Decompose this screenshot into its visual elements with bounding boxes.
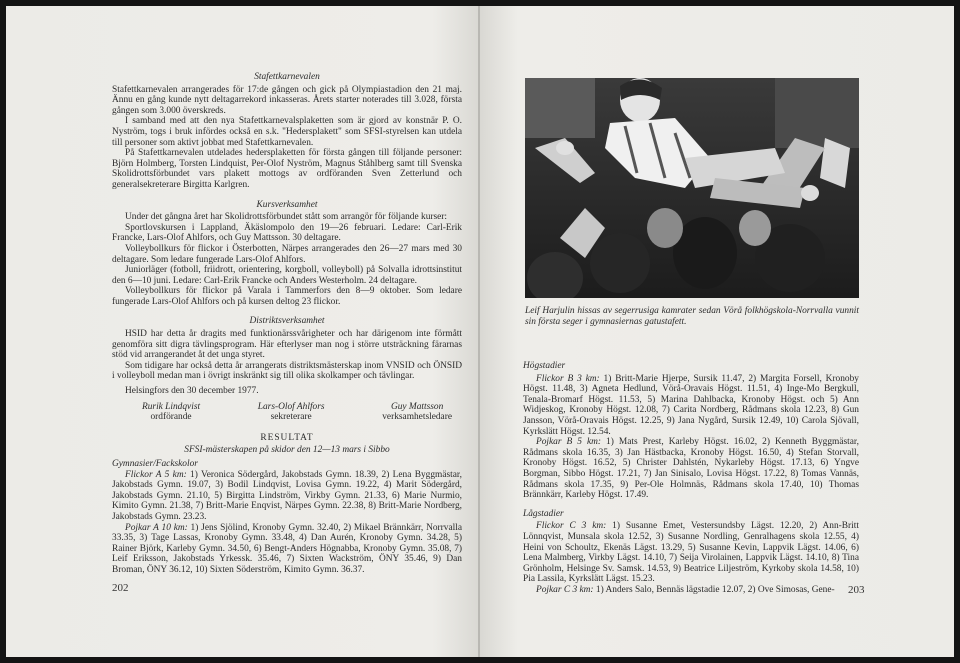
signature xyxy=(382,402,452,423)
result-text: 1) Jens Sjölind, Kronoby Gymn. 32.40, 2) Mikael Brännkärr, Norrvalla 33.35, 3) Tage Lassas, Kronoby Gymn. 33.48, 4) Dan Aurén, Kronoby Gymn. 34.28, 5) Rainer Björk, Karleby Gymn. 34.50, 6) Bengt-Anders Högnabba, Kronoby Gymn. 35.08, 7) Leif Eriksson, Jakobstads Yrkessk. 35.46, 7) Sixten Wackström, ÖNY 35.46, 9) Dan Broman, ÖNY 36.12, 10) Sixten Söderström, Kimito Gymn. 36.37. xyxy=(112,522,462,575)
result-lead: Flickor C 3 km: xyxy=(536,521,607,532)
photo xyxy=(525,78,859,298)
signature-name: Rurik Lindqvist xyxy=(142,401,201,412)
result-lead: Flickor A 5 km: xyxy=(125,469,187,480)
result-entry xyxy=(523,374,859,438)
photo-caption: Leif Harjulin hissas av segerrusiga kamrater sedan Vörå folkhögskola-Norrvalla vunnit sin första seger i gymnasiernas gatustafett. xyxy=(525,306,859,327)
result-text: 1) Veronica Södergård, Jakobstads Gymn. 18.39, 2) Lena Byggmästar, Jakobstads Gymn. 19.07, 3) Bodil Lindqvist, Lovisa Gymn. 19.22, 4) Marit Södergård, Jakobstads Gymn. 21.10, 5) Birgitta Lindström, Virkby Gymn. 21.33, 6) Marie Nurmio, Kimito Gymn. 21.38, 7) Britt-Marie Enqvist, Närpes Gymn. 22.38, 8) Britt-Marie Nordberg, Jakobstads Gymn. 23.23. xyxy=(112,469,462,522)
result-text: 1) Anders Salo, Bennäs lägstadie 12.07, 2) Ove Simosas, Gene- xyxy=(593,584,835,595)
signature-role: sekreterare xyxy=(270,412,312,423)
results-title: RESULTAT xyxy=(260,432,314,443)
paragraph: På Stafettkarnevalen utdelades hedersplaketten för första gången till följande personer: Björn Holmberg, Torsten Lindquist, Per-Olof Nyström, Magnus Ståhlberg samt till Svenska Skolidrottsförbundet vars plakett mottogs av ordföranden Sven Zetterlund och generalsekreterare Birgitta Karlgren. xyxy=(112,148,462,190)
result-entry xyxy=(523,437,859,501)
result-entry xyxy=(523,521,859,585)
book-spread xyxy=(6,6,954,657)
paragraph: Volleybollkurs för flickor på Varala i Tammerfors den 8—9 oktober. Som ledare fungerade Lars-Olof Ahlfors och på kursen deltog 23 flickor. xyxy=(112,286,462,307)
paragraph: Volleybollkurs för flickor i Österbotten, Närpes arrangerades den 26—27 mars med 30 deltagare. Som ledare fungerade Lars-Olof Ahlfors. xyxy=(112,243,462,265)
signature-role: ordförande xyxy=(150,412,192,423)
result-text: 1) Mats Prest, Karleby Högst. 16.02, 2) Kenneth Byggmästar, Rådmans skola 16.35, 3) Jan Hästbacka, Kronoby Högst. 16.50, 4) Stefan Storvall, Kronoby Högst. 16.52, 5) Christer Dahlstén, Nykarleby Högst. 17.13, 6) Yngve Borgman, Sibbo Högst. 17.21, 7) Jan Sinisalo, Lovisa Högst. 17.22, 8) Tomas Vannäs, Rådmans skola 17.35, 9) Per-Ole Holmnäs, Rådmans skola 17.40, 10) Thomas Brännkärr, Karleby Högst. 17.49. xyxy=(523,437,860,501)
signature xyxy=(258,402,325,423)
signature-role: verksamhetsledare xyxy=(382,412,452,423)
signature xyxy=(142,402,200,423)
result-lead: Pojkar C 3 km: xyxy=(536,584,594,595)
paragraph: I samband med att den nya Stafettkarnevalsplaketten som är gjord av konstnär P. O. Nyström, togs i bruk infördes också en s.k. "Hedersplakett" som SFSI-styrelsen kan utdela till personer som aktivt jobbat med Stafettkarnevalen. xyxy=(112,116,462,148)
closing-line: Helsingfors den 30 december 1977. xyxy=(125,386,259,397)
results-group-heading: Högstadier xyxy=(523,361,566,371)
left-page xyxy=(6,6,480,657)
result-lead: Pojkar B 5 km: xyxy=(536,437,602,448)
result-text: 1) Susanne Emet, Vestersundsby Lägst. 12.20, 2) Ann-Britt Lönnqvist, Munsala skola 12.52, 3) Susanne Nordling, Genralhagens skola 12.55, 4) Heini von Schoultz, Ekenäs Lägst. 13.29, 5) Susanne Kevin, Lappvik Lägst. 14.06, 6) Lena Malmberg, Virkby Lägst. 14.10, 7) Seija Virolainen, Lappvik Lägst. 14.10, 8) Tina Grönholm, Helsinge Sv. Samsk. 14.53, 9) Beatrice Liljeström, Kyrkoby skola 14.58, 10) Pia Lassila, Kyrkslätt Lägst. 15.23. xyxy=(523,521,859,585)
result-entry xyxy=(112,523,462,576)
photo-image xyxy=(525,78,859,298)
paragraph: HSID har detta år dragits med funktionärssvårigheter och har därigenom inte förmått genomföra sitt digra tävlingsprogram. Här efterlyser man nog i större utsträckning färarnas stöd vid arrangerandet åt det unga styret. xyxy=(112,329,462,361)
paragraph: Som tidigare har också detta år arrangerats distriktsmästerskap inom VNSID och ÖNSID i volleyboll medan man i övrigt inskränkt sig till olika skolkamper och tävlingar. xyxy=(112,360,462,382)
result-entry xyxy=(523,585,859,596)
paragraph: Juniorläger (fotboll, friidrott, orientering, korgboll, volleyboll) på Solvalla idrottsinstitut den 6—10 juni. Ledare: Carl-Erik Francke och Anders Westerholm. 24 deltagare. xyxy=(112,265,462,286)
section-heading-distrikt: Distriktsverksamhet xyxy=(249,316,325,327)
signatures xyxy=(112,402,462,423)
result-text: 1) Britt-Marie Hjerpe, Sursik 11.47, 2) Margita Forsell, Kronoby Högst. 11.48, 3) Agneta Hedlund, Vörå-Oravais Högst. 11.51, 4) Inge-Mo Bergkull, Tenala-Bromarf Högst. 11.53, 5) Marina Dahlbacka, Kronoby Högst. och 5) Ann Widjeskog, Kronoby Högst. 12.08, 7) Carita Nordberg, Rådmans skola 12.23, 8) Gun Jansson, Vörå-Oravais Högst. 12.25, 9) Jana Nygård, Sursik 12.49, 10) Carola Sjövall, Kyrkslätt Högst. 12.54. xyxy=(523,373,859,437)
result-lead: Flickor B 3 km: xyxy=(536,373,600,384)
paragraph: Under det gångna året har Skolidrottsförbundet stått som arrangör för följande kurser: xyxy=(125,212,448,223)
results-group: Gymnasier/Fackskolor xyxy=(112,459,198,469)
paragraph: Sportlovskursen i Lappland, Äkäslompolo den 19—26 februari. Ledare: Carl-Erik Francke, Lars-Olof Ahlfors, och Guy Mattsson. 30 deltagare. xyxy=(112,222,462,244)
signature-name: Guy Mattsson xyxy=(390,401,444,412)
left-column xyxy=(112,72,462,576)
page-number: 203 xyxy=(848,584,865,596)
signature-name: Lars-Olof Ahlfors xyxy=(257,401,325,412)
section-heading-kurs: Kursverksamhet xyxy=(256,199,318,210)
result-entry xyxy=(112,470,462,523)
results-subtitle: SFSI-mästerskapen på skidor den 12—13 mars i Sibbo xyxy=(184,445,390,456)
results-group-heading: Lågstadier xyxy=(523,508,564,519)
right-column xyxy=(523,361,859,595)
section-heading-stafett: Stafettkarnevalen xyxy=(254,72,320,82)
paragraph: Stafettkarnevalen arrangerades för 17:de gången och gick på Olympiastadion den 21 maj. Ännu en gång kunde nytt deltagarrekord inkasseras. Årets starter noterades till 3.028, första gången som 3.000 överskreds. xyxy=(112,84,462,116)
result-lead: Pojkar A 10 km: xyxy=(125,522,188,533)
page-number: 202 xyxy=(112,582,129,594)
